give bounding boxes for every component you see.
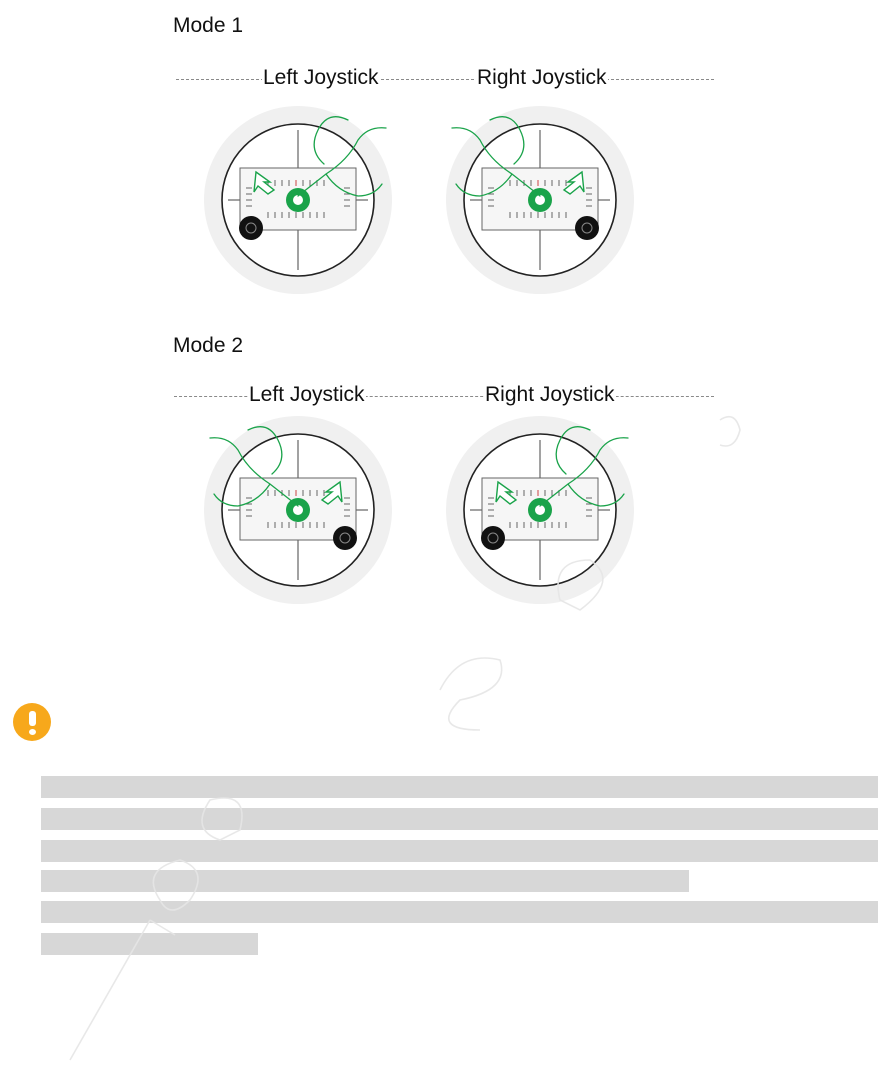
mode-1-left-joystick-label: Left Joystick <box>263 66 379 89</box>
mode-1-divider <box>176 79 714 80</box>
mode-2-right-stick-illustration <box>440 410 640 610</box>
redacted-text-line <box>41 776 878 798</box>
warning-exclamation-icon <box>13 703 51 741</box>
redacted-text-line <box>41 840 878 862</box>
redacted-text-line <box>41 901 878 923</box>
redacted-text-line <box>41 808 878 830</box>
mode-2-title: Mode 2 <box>173 334 244 357</box>
mode-1-title: Mode 1 <box>173 14 244 37</box>
mode-1-right-joystick-label: Right Joystick <box>477 66 607 89</box>
mode-2-right-joystick-label: Right Joystick <box>485 383 615 406</box>
mode-2-left-joystick-label: Left Joystick <box>249 383 365 406</box>
mode-1-left-stick-illustration <box>198 100 398 300</box>
redacted-text-line <box>41 870 689 892</box>
redacted-text-line <box>41 933 258 955</box>
mode-1-right-stick-illustration <box>440 100 640 300</box>
mode-2-left-stick-illustration <box>198 410 398 610</box>
